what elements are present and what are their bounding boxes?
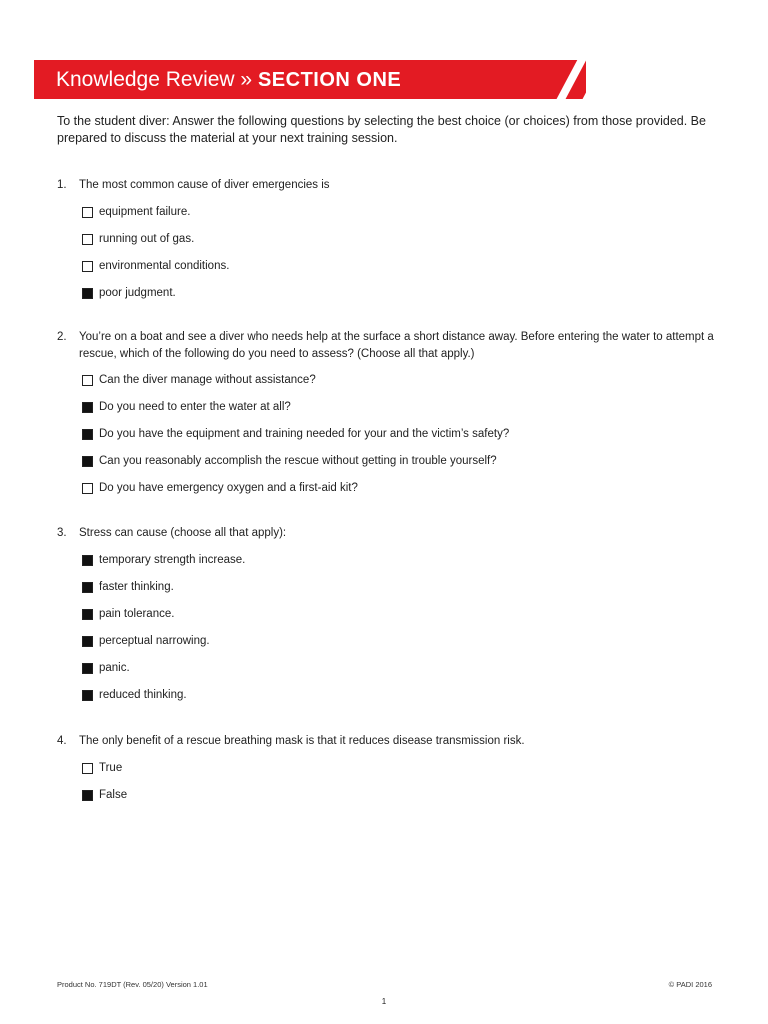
option-label: Can the diver manage without assistance? — [99, 374, 316, 386]
option-label: poor judgment. — [99, 287, 176, 299]
checkbox[interactable] — [82, 261, 93, 272]
question-4 — [57, 733, 737, 801]
answer-option[interactable] — [82, 552, 245, 568]
banner-title-text: Knowledge Review » — [56, 68, 253, 91]
checkbox[interactable] — [82, 582, 93, 593]
option-label: True — [99, 762, 123, 774]
checkbox[interactable] — [82, 288, 93, 299]
product-number: Product No. 719DT (Rev. 05/20) Version 1.01 — [57, 980, 208, 989]
checkbox[interactable] — [82, 483, 93, 494]
banner-section-label: SECTION ONE — [257, 69, 402, 91]
answer-option[interactable] — [82, 285, 176, 301]
answer-option[interactable] — [82, 660, 130, 676]
checkbox[interactable] — [82, 763, 93, 774]
answer-option[interactable] — [82, 399, 291, 415]
option-label: environmental conditions. — [99, 260, 230, 272]
question-2 — [57, 329, 737, 494]
answer-option[interactable] — [82, 480, 358, 496]
option-label: Do you have emergency oxygen and a first-aid kit? — [99, 482, 358, 494]
answer-option[interactable] — [82, 453, 497, 469]
answer-option[interactable] — [82, 633, 210, 649]
checkbox[interactable] — [82, 456, 93, 467]
option-label: running out of gas. — [99, 233, 195, 245]
option-label: panic. — [99, 662, 130, 674]
option-label: Do you have the equipment and training needed for your and the victim’s safety? — [99, 428, 510, 440]
checkbox[interactable] — [82, 790, 93, 801]
answer-option[interactable] — [82, 231, 194, 247]
section-banner — [34, 60, 586, 99]
banner-stripe — [545, 60, 586, 99]
option-label: perceptual narrowing. — [99, 635, 210, 647]
option-label: Do you need to enter the water at all? — [99, 401, 291, 413]
question-prompt: You’re on a boat and see a diver who needs help at the surface a short distance away. Before entering the water to attempt a rescue, which of the following do you need to assess? (Choose all that apply.) — [79, 331, 714, 360]
question-prompt: The most common cause of diver emergencies is — [79, 179, 330, 191]
answer-option[interactable] — [82, 606, 174, 622]
copyright: © PADI 2016 — [668, 980, 712, 989]
checkbox[interactable] — [82, 636, 93, 647]
checkbox[interactable] — [82, 429, 93, 440]
option-label: pain tolerance. — [99, 608, 175, 620]
answer-option[interactable] — [82, 687, 187, 703]
question-number: 2. — [57, 331, 67, 343]
option-label: reduced thinking. — [99, 689, 187, 701]
question-prompt: Stress can cause (choose all that apply): — [79, 527, 287, 539]
checkbox[interactable] — [82, 207, 93, 218]
intro-text: To the student diver: Answer the following questions by selecting the best choice (or choices) from those provided. Be prepared to discuss the material at your next training session. — [57, 114, 706, 145]
question-prompt: The only benefit of a rescue breathing mask is that it reduces disease transmission risk. — [79, 735, 525, 747]
answer-option[interactable] — [82, 787, 127, 803]
option-label: equipment failure. — [99, 206, 191, 218]
question-number: 3. — [57, 527, 67, 539]
option-label: Can you reasonably accomplish the rescue without getting in trouble yourself? — [99, 455, 497, 467]
page-number: 1 — [381, 997, 387, 1006]
checkbox[interactable] — [82, 402, 93, 413]
answer-option[interactable] — [82, 372, 316, 388]
answer-option[interactable] — [82, 760, 122, 776]
answer-option[interactable] — [82, 204, 190, 220]
question-text — [57, 733, 737, 750]
option-label: False — [99, 789, 128, 801]
checkbox[interactable] — [82, 375, 93, 386]
checkbox[interactable] — [82, 690, 93, 701]
checkbox[interactable] — [82, 663, 93, 674]
option-label: temporary strength increase. — [99, 554, 246, 566]
checkbox[interactable] — [82, 234, 93, 245]
question-text — [57, 525, 737, 542]
answer-option[interactable] — [82, 579, 174, 595]
checkbox[interactable] — [82, 555, 93, 566]
checkbox[interactable] — [82, 609, 93, 620]
question-3 — [57, 525, 737, 701]
question-1 — [57, 177, 737, 299]
question-text — [57, 329, 737, 363]
answer-option[interactable] — [82, 258, 229, 274]
question-number: 4. — [57, 735, 67, 747]
answer-option[interactable] — [82, 426, 509, 442]
question-text — [57, 177, 737, 194]
option-label: faster thinking. — [99, 581, 174, 593]
question-number: 1. — [57, 179, 67, 191]
banner-title — [56, 60, 401, 99]
